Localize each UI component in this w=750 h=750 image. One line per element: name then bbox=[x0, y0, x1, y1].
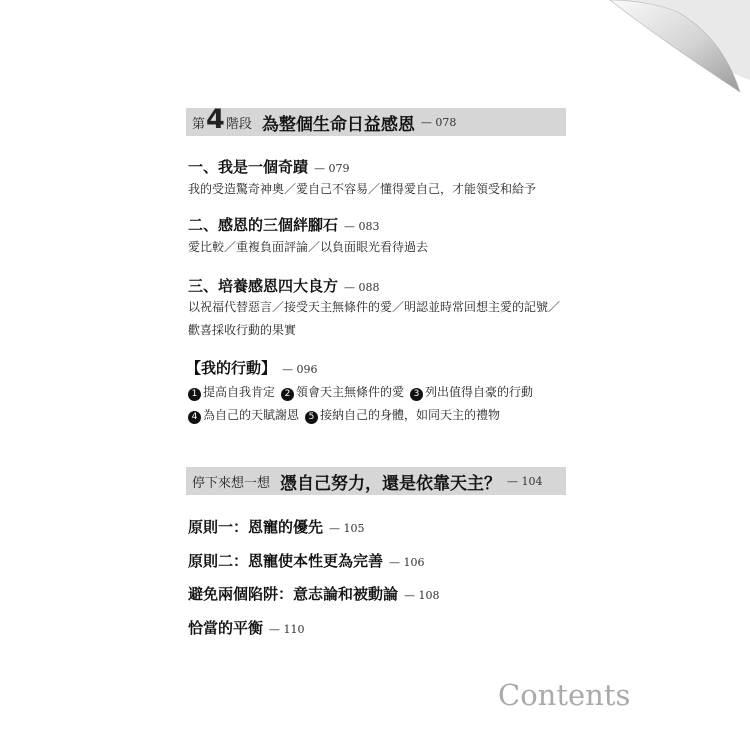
action-item bbox=[188, 406, 299, 424]
principle-heading[interactable] bbox=[188, 550, 425, 571]
section-heading[interactable] bbox=[188, 214, 380, 235]
section-page-number: — 088 bbox=[344, 281, 380, 294]
principle-heading[interactable] bbox=[188, 516, 365, 537]
principle-title: 原則二：恩寵使本性更為完善 bbox=[188, 552, 384, 570]
action-item-text: 列出值得自豪的行動 bbox=[425, 385, 534, 399]
number-4-icon: 4 bbox=[188, 411, 201, 424]
principle-page-number: — 105 bbox=[329, 522, 365, 535]
action-item bbox=[305, 406, 500, 424]
page-curl-decoration bbox=[600, 0, 750, 95]
section-description: 我的受造驚奇神奧／愛自己不容易／懂得愛自己，才能領受和給予 bbox=[188, 182, 537, 196]
part-suffix: 階段 bbox=[225, 116, 252, 132]
pause-prefix: 停下來想一想 bbox=[192, 475, 271, 491]
action-item-text: 領會天主無條件的愛 bbox=[296, 385, 405, 399]
pause-header-bar bbox=[186, 467, 566, 495]
section-title: 一、我是一個奇蹟 bbox=[188, 158, 309, 176]
pause-title: 憑自己努力，還是依靠天主？ bbox=[280, 473, 502, 494]
principle-heading[interactable] bbox=[188, 583, 440, 604]
part-title: 為整個生命日益感恩 bbox=[261, 114, 415, 135]
action-item bbox=[281, 383, 404, 401]
principle-title: 原則一：恩寵的優先 bbox=[188, 518, 324, 536]
principle-title: 恰當的平衡 bbox=[188, 619, 264, 637]
action-page-number: — 096 bbox=[282, 363, 318, 376]
action-item bbox=[188, 383, 275, 401]
section-title: 二、感恩的三個絆腳石 bbox=[188, 216, 339, 234]
principle-page-number: — 108 bbox=[404, 589, 440, 602]
action-heading[interactable] bbox=[186, 357, 318, 378]
action-title: 【我的行動】 bbox=[186, 359, 277, 377]
section-description: 以祝福代替惡言／接受天主無條件的愛／明認並時常回想主愛的記號／歡喜採收行動的果實 bbox=[188, 300, 561, 337]
action-item-text: 提高自我肯定 bbox=[203, 385, 276, 399]
part-number: 4 bbox=[206, 104, 225, 135]
section-page-number: — 083 bbox=[344, 220, 380, 233]
section-description: 愛比較／重複負面評論／以負面眼光看待過去 bbox=[188, 240, 429, 254]
principle-page-number: — 106 bbox=[389, 556, 425, 569]
action-item-text: 接納自己的身體，如同天主的禮物 bbox=[320, 408, 501, 422]
action-item-text: 為自己的天賦謝恩 bbox=[203, 408, 300, 422]
number-1-icon: 1 bbox=[188, 388, 201, 401]
action-item bbox=[410, 383, 533, 401]
number-2-icon: 2 bbox=[281, 388, 294, 401]
section-title: 三、培養感恩四大良方 bbox=[188, 277, 339, 295]
principle-heading[interactable] bbox=[188, 617, 305, 638]
number-3-icon: 3 bbox=[410, 388, 423, 401]
action-list-row bbox=[188, 406, 506, 424]
number-5-icon: 5 bbox=[305, 411, 318, 424]
part-prefix: 第 bbox=[192, 116, 206, 132]
pause-page-number: — 104 bbox=[507, 474, 543, 488]
section-page-number: — 079 bbox=[314, 162, 350, 175]
action-list-row bbox=[188, 383, 539, 401]
section-heading[interactable] bbox=[188, 275, 380, 296]
principle-page-number: — 110 bbox=[269, 623, 305, 636]
contents-label: Contents bbox=[498, 678, 631, 712]
section-heading[interactable] bbox=[188, 156, 350, 177]
principle-title: 避免兩個陷阱：意志論和被動論 bbox=[188, 585, 399, 603]
part-header-bar bbox=[186, 104, 566, 136]
part-page-number: — 078 bbox=[420, 115, 457, 129]
